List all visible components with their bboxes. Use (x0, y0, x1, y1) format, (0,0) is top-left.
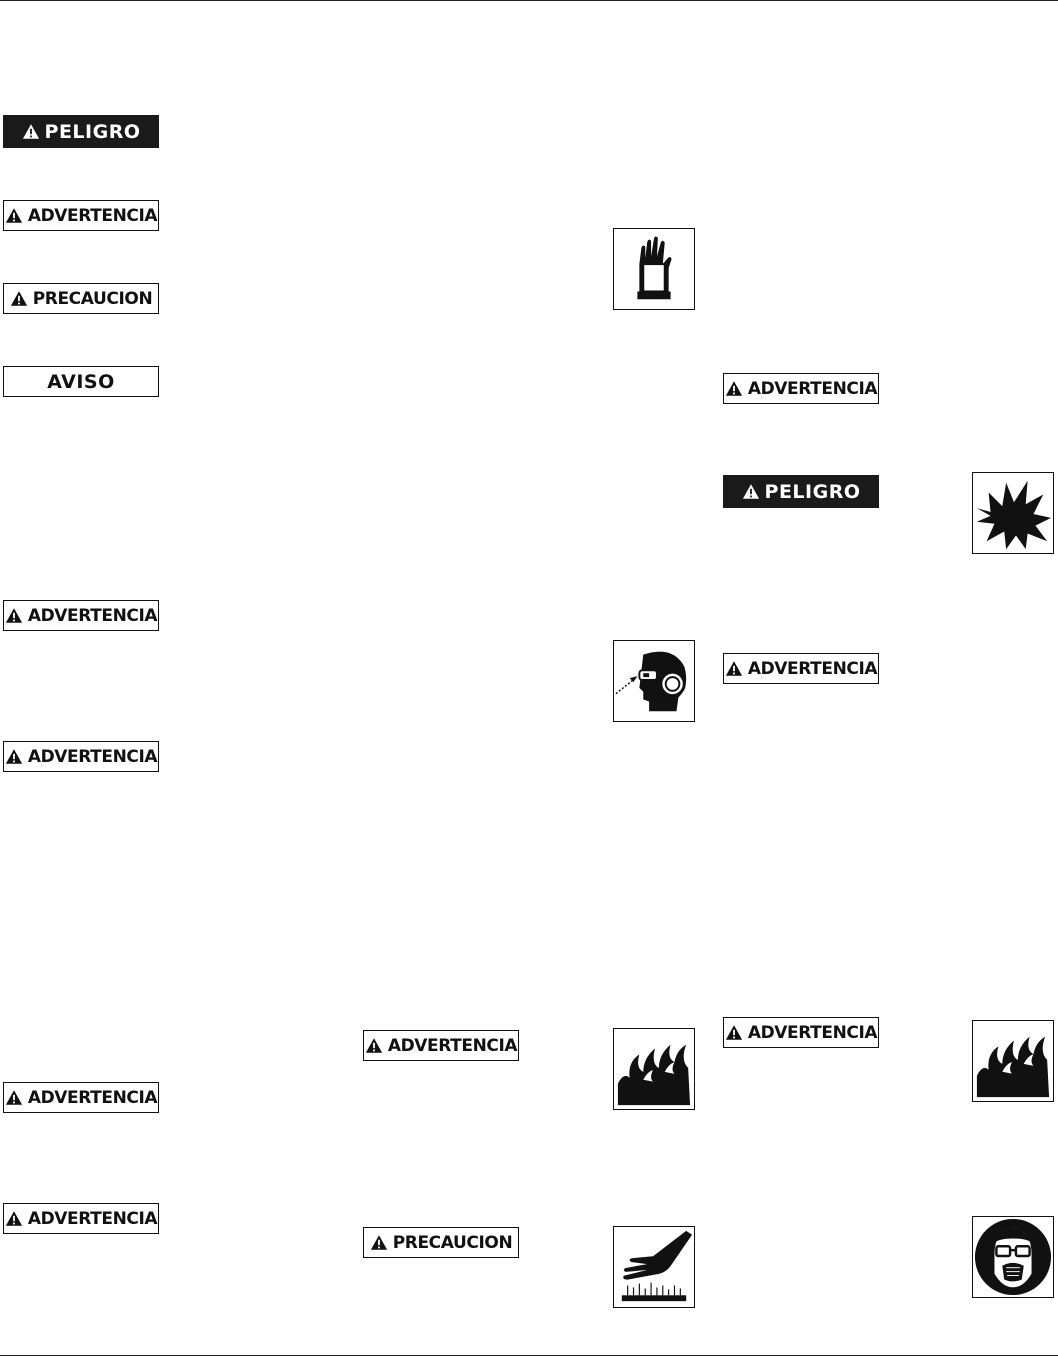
warning-triangle-icon (5, 207, 23, 224)
warning-triangle-icon (10, 290, 28, 307)
warning-triangle-icon (22, 123, 40, 140)
advertencia-label (723, 1017, 879, 1048)
advertencia-text: ADVERTENCIA (27, 746, 158, 767)
eye-ear-protection-icon (613, 640, 695, 722)
top-rule (0, 0, 1058, 1)
fire-icon (972, 1020, 1054, 1102)
advertencia-text: ADVERTENCIA (747, 658, 878, 679)
precaucion-text: PRECAUCION (32, 288, 153, 309)
warning-triangle-icon (5, 748, 23, 765)
hot-surface-icon (613, 1226, 695, 1308)
warning-triangle-icon (370, 1234, 388, 1251)
precaucion-label (3, 283, 159, 314)
warning-triangle-icon (5, 607, 23, 624)
bottom-rule (0, 1355, 1058, 1356)
advertencia-label (3, 600, 159, 631)
warning-triangle-icon (365, 1037, 383, 1054)
advertencia-text: ADVERTENCIA (27, 605, 158, 626)
advertencia-text: ADVERTENCIA (747, 1022, 878, 1043)
fire-icon (613, 1028, 695, 1110)
advertencia-text: ADVERTENCIA (747, 378, 878, 399)
advertencia-text: ADVERTENCIA (387, 1035, 518, 1056)
advertencia-label (3, 1203, 159, 1234)
explosion-icon (972, 472, 1054, 554)
warning-triangle-icon (725, 380, 743, 397)
warning-triangle-icon (725, 1024, 743, 1041)
advertencia-label (363, 1030, 519, 1061)
warning-triangle-icon (5, 1210, 23, 1227)
peligro-text: PELIGRO (44, 120, 141, 143)
advertencia-label (723, 373, 879, 404)
advertencia-label (3, 1082, 159, 1113)
respirator-goggles-icon (972, 1216, 1054, 1298)
advertencia-label (3, 741, 159, 772)
advertencia-text: ADVERTENCIA (27, 1208, 158, 1229)
advertencia-label (723, 653, 879, 684)
peligro-label (3, 115, 159, 148)
glove-icon (613, 228, 695, 310)
precaucion-text: PRECAUCION (392, 1232, 513, 1253)
warning-triangle-icon (742, 483, 760, 500)
aviso-label (3, 366, 159, 397)
warning-triangle-icon (5, 1089, 23, 1106)
peligro-text: PELIGRO (764, 480, 861, 503)
precaucion-label (363, 1227, 519, 1258)
advertencia-label (3, 200, 159, 231)
peligro-label (723, 475, 879, 508)
advertencia-text: ADVERTENCIA (27, 205, 158, 226)
warning-triangle-icon (725, 660, 743, 677)
aviso-text: AVISO (47, 370, 115, 393)
advertencia-text: ADVERTENCIA (27, 1087, 158, 1108)
